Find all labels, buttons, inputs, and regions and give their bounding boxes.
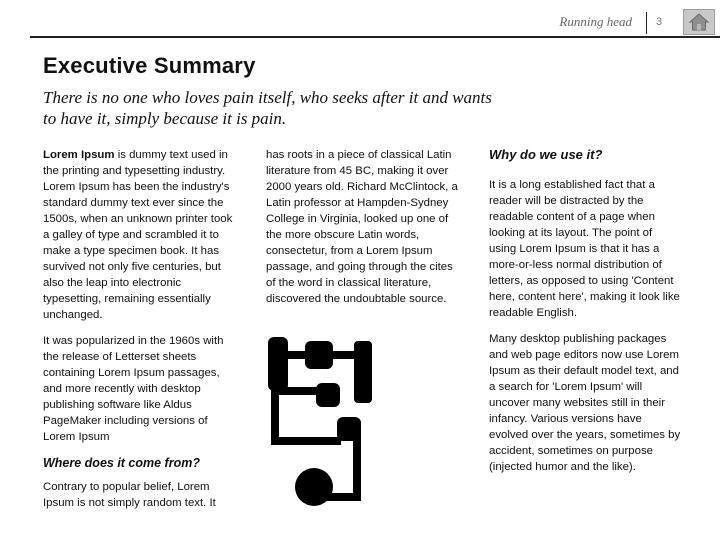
flowchart-graphic-icon: [268, 337, 408, 519]
column-3-paragraph-2: Many desktop publishing packages and web page editors now use Lorem Ipsum as their default model text, and a search for 'Lorem Ipsum' will uncover many websites still in their infancy. Various versions have evolved over the years, sometimes by accident, sometimes on purpose (injected humor and the like).: [489, 333, 681, 473]
section-heading-origin: Where does it come from?: [43, 456, 200, 470]
column-3-paragraph-1: It is a long established fact that a reader will be distracted by the readable content of a page when looking at its layout. The point of using Lorem Ipsum is that it has a more-or-less normal distribution of letters, as opposed to using 'Content here, content here', making it look like readable English.: [489, 179, 680, 319]
page-title: Executive Summary: [43, 53, 256, 78]
lead-term: Lorem Ipsum: [43, 149, 115, 161]
column-3: [489, 147, 681, 485]
home-icon: [688, 12, 710, 32]
column-1-paragraph-2: It was popularized in the 1960s with the release of Letterset sheets containing Lorem Ipsum passages, and more recently with desktop publishing software like Aldus PageMaker including versions of Lorem Ipsum: [43, 335, 224, 443]
header-rule: [30, 36, 720, 38]
home-button[interactable]: [683, 9, 715, 35]
column-1: [43, 147, 233, 540]
header-divider: [646, 12, 647, 34]
column-1-paragraph-1: [43, 147, 233, 323]
column-1-paragraph-3: Contrary to popular belief, Lorem Ipsum is not simply random text. It: [43, 481, 216, 509]
column-2-paragraph-1: has roots in a piece of classical Latin literature from 45 BC, making it over 2000 years old. Richard McClintock, a Latin professor at Hampden-Sydney College in Virginia, looked up one of the more obscure Latin words, consectetur, from a Lorem Ipsum passage, and going through the cites of the word in classical literature, discovered the undoubtable source.: [266, 149, 458, 305]
section-heading-why: Why do we use it?: [489, 147, 603, 162]
subtitle: There is no one who loves pain itself, who seeks after it and wants to have it, simply because it is pain.: [43, 88, 492, 128]
column-2: [266, 147, 458, 317]
page-number: 3: [656, 16, 663, 28]
running-head: Running head: [559, 14, 632, 29]
paragraph-text: is dummy text used in the printing and typesetting industry. Lorem Ipsum has been the industry's standard dummy text ever since the 1500s, when an unknown printer took a galley of type and scrambled it to make a type specimen book. It has survived not only five centuries, but also the leap into electronic typesetting, remaining essentially unchanged.: [43, 149, 233, 321]
